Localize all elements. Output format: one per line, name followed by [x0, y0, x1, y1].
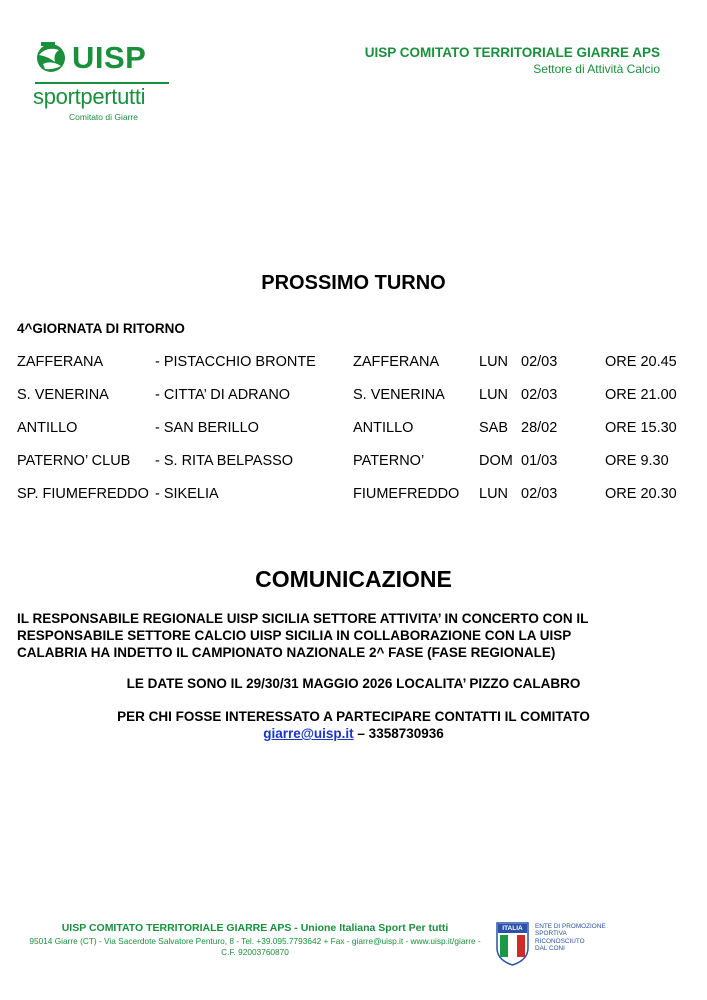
fixture-row	[0, 387, 707, 407]
paragraph-line: CALABRIA HA INDETTO IL CAMPIONATO NAZIONALE 2^ FASE (FASE REGIONALE)	[17, 645, 556, 660]
fixture-home: ZAFFERANA	[17, 354, 104, 370]
coni-shield-icon	[496, 922, 529, 966]
fixture-day: LUN	[479, 354, 509, 370]
fixture-home: S. VENERINA	[17, 387, 109, 403]
fixture-away: - CITTA’ DI ADRANO	[155, 387, 291, 403]
coni-line: RICONOSCIUTO	[535, 937, 585, 945]
fixture-venue: PATERNO’	[353, 453, 425, 469]
logo-tagline: sportpertutti	[33, 84, 146, 109]
logo-wordmark: UISP	[72, 40, 147, 75]
next-round-heading: PROSSIMO TURNO	[261, 272, 446, 294]
fixture-day: DOM	[479, 453, 513, 469]
coni-line: ENTE DI PROMOZIONE	[535, 923, 606, 930]
fixture-venue: S. VENERINA	[353, 387, 445, 403]
fixture-venue: ZAFFERANA	[353, 354, 440, 370]
fixture-date: 02/03	[521, 486, 558, 502]
fixture-day: SAB	[479, 420, 509, 436]
phone-number: – 3358730936	[353, 726, 444, 741]
coni-line: SPORTIVA	[535, 930, 567, 938]
fixture-away: - SAN BERILLO	[155, 420, 259, 436]
header-subtitle: Settore di Attività Calcio	[533, 62, 660, 76]
fixture-away: - SIKELIA	[155, 486, 219, 502]
fixture-row	[0, 420, 707, 440]
contact-intro: PER CHI FOSSE INTERESSATO A PARTECIPARE CONTATTI IL COMITATO	[117, 709, 590, 724]
communication-heading: COMUNICAZIONE	[255, 566, 452, 592]
coni-line: DAL CONI	[535, 944, 565, 952]
footer-address	[20, 936, 490, 958]
fixture-row	[0, 486, 707, 506]
fixture-away: - PISTACCHIO BRONTE	[155, 354, 316, 370]
email-link[interactable]: giarre@uisp.it	[263, 726, 354, 741]
logo-divider	[35, 82, 169, 84]
paragraph-line: RESPONSABILE SETTORE CALCIO UISP SICILIA IN COLLABORAZIONE CON LA UISP	[17, 628, 572, 643]
fixture-day: LUN	[479, 486, 509, 502]
fixture-home: ANTILLO	[17, 420, 78, 436]
event-dates: LE DATE SONO IL 29/30/31 MAGGIO 2026 LOCALITA’ PIZZO CALABRO	[126, 676, 581, 691]
fixture-row	[0, 354, 707, 374]
fixture-venue: FIUMEFREDDO	[353, 486, 460, 502]
contact-line	[0, 726, 707, 741]
communication-paragraph	[17, 610, 677, 661]
footer-fiscal-code: C.F. 92003760870	[221, 947, 289, 957]
fixture-date: 28/02	[521, 420, 558, 436]
fixture-time: ORE 20.30	[605, 486, 677, 502]
fixture-date: 02/03	[521, 354, 558, 370]
coni-badge-label: ITALIA	[502, 925, 523, 932]
fixture-venue: ANTILLO	[353, 420, 414, 436]
fixture-time: ORE 21.00	[605, 387, 677, 403]
fixture-date: 02/03	[521, 387, 558, 403]
footer-address-line: 95014 Giarre (CT) - Via Sacerdote Salvatore Penturo, 8 - Tel. +39.095.7793642 + Fax - giarre@uisp.it - www.uisp.it/giarre -	[29, 936, 481, 946]
fixture-time: ORE 20.45	[605, 354, 677, 370]
round-label: 4^GIORNATA DI RITORNO	[17, 321, 185, 336]
header-title: UISP COMITATO TERRITORIALE GIARRE APS	[364, 45, 660, 60]
fixture-day: LUN	[479, 387, 509, 403]
fixture-row	[0, 453, 707, 473]
fixture-time: ORE 15.30	[605, 420, 677, 436]
footer-title: UISP COMITATO TERRITORIALE GIARRE APS - Unione Italiana Sport Per tutti	[61, 922, 449, 934]
paragraph-line: IL RESPONSABILE REGIONALE UISP SICILIA SETTORE ATTIVITA’ IN CONCERTO CON IL	[17, 611, 589, 626]
logo-committee: Comitato di Giarre	[69, 112, 138, 122]
fixture-home: SP. FIUMEFREDDO	[17, 486, 149, 502]
fixture-home: PATERNO’ CLUB	[17, 453, 131, 469]
fixture-time: ORE 9.30	[605, 453, 669, 469]
fixture-date: 01/03	[521, 453, 558, 469]
coni-recognition-text	[535, 923, 606, 952]
fixture-away: - S. RITA BELPASSO	[155, 453, 294, 469]
